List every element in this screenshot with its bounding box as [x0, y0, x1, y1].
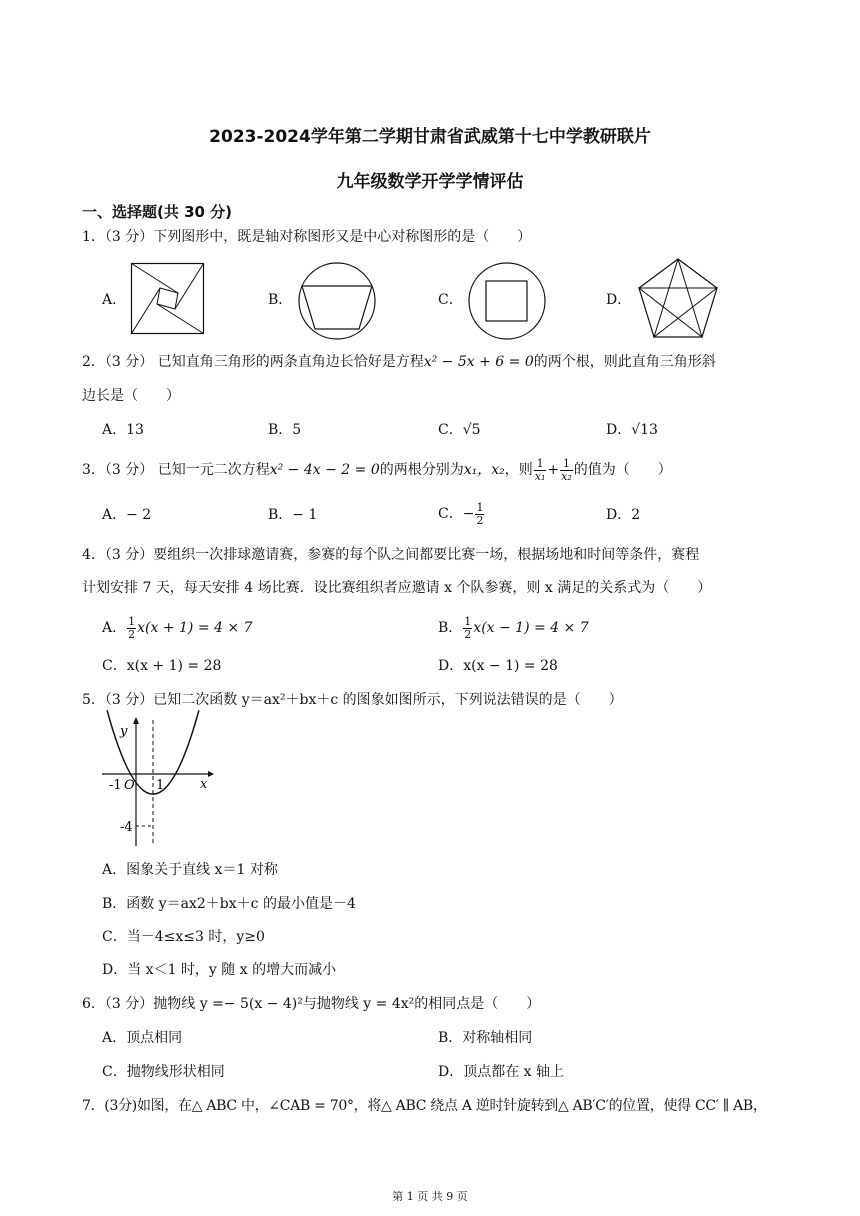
q2-stem-line2: 边长是（ ） [82, 388, 180, 404]
q2-option-a: A．13 [102, 422, 144, 438]
q1-option-c: C． [438, 292, 463, 308]
section-heading-choice: 一、选择题(共 30 分) [82, 203, 233, 221]
q5-graph-label-origin: O [124, 778, 135, 793]
q5-option-b: B．函数 y＝ax2＋bx＋c 的最小值是－4 [102, 896, 356, 912]
q2-stem-part2: 的两个根，则此直角三角形斜 [533, 354, 716, 370]
q6-option-c: C．抛物线形状相同 [102, 1064, 225, 1080]
q3-option-d: D．2 [606, 507, 641, 523]
q5-graph-label-x: x [200, 777, 208, 792]
q1-figure-a-square-pinwheel [131, 263, 205, 335]
q3-fraction-1: $\frac{1}{\text{x₁}}$ [534, 456, 546, 483]
q2-option-c: C．√5 [438, 422, 481, 438]
q3-stem-part4: 的值为（ ） [573, 462, 672, 478]
q6-option-b: B．对称轴相同 [438, 1030, 533, 1046]
q2-equation: x² − 5x + 6 = 0 [423, 354, 534, 370]
q5-stem: 5．（3 分）已知二次函数 y＝ax²＋bx＋c 的图象如图所示，下列说法错误的是（ ） [82, 692, 623, 708]
q4-option-b: B． $\frac{1}{2}$ x(x − 1) = 4 × 7 [438, 614, 589, 641]
q3-option-a: A．− 2 [102, 507, 152, 523]
q2-stem-line1 [82, 352, 782, 372]
q5-graph-label-one: 1 [156, 778, 165, 793]
q4-option-c: C．x(x + 1) = 28 [102, 658, 222, 674]
q1-stem: 1．（3 分）下列图形中，既是轴对称图形又是中心对称图形的是（ ） [82, 229, 532, 245]
q1-figure-c-square-in-circle [468, 262, 546, 340]
q3-stem-part3: ，则 [504, 462, 533, 478]
q4-option-d: D．x(x − 1) = 28 [438, 658, 558, 674]
q6-stem: 6．（3 分）抛物线 y =− 5(x − 4)²与抛物线 y = 4x²的相同点是（ ） [82, 996, 541, 1012]
q5-option-d: D．当 x＜1 时，y 随 x 的增大而减小 [102, 962, 337, 978]
q1-figure-b-trapezoid-in-circle [298, 262, 376, 340]
page-footer: 第 1 页 共 9 页 [392, 1190, 468, 1203]
q3-roots: x₁，x₂ [463, 462, 505, 478]
q3-fraction-2: $\frac{1}{\text{x₂}}$ [561, 456, 572, 483]
q3-stem-part2: 的两根分别为 [379, 462, 464, 478]
q1-option-a: A． [102, 292, 127, 308]
q3-stem-part1: 3．（3 分） 已知一元二次方程 [82, 462, 270, 478]
q3-option-c-fraction: $\frac{1}{2}$ [476, 500, 484, 527]
q5-graph-label-y: y [120, 724, 128, 739]
q7-stem: 7．(3分)如图，在△ ABC 中，∠CAB = 70°，将△ ABC 绕点 A 逆时针旋转到△ AB′C′的位置，使得 CC′ ∥ AB， [82, 1098, 767, 1114]
q4-stem-line2: 计划安排 7 天，每天安排 4 场比赛．设比赛组织者应邀请 x 个队参赛，则 x 满足的关系式为（ ） [82, 580, 712, 596]
q3-option-c: C．− $\frac{1}{2}$ [438, 500, 484, 527]
q3-option-b: B．− 1 [268, 507, 318, 523]
q5-graph-label-neg4: -4 [120, 820, 133, 835]
q5-graph-label-neg1: -1 [109, 778, 122, 793]
q2-stem-part1: 2．（3 分） 已知直角三角形的两条直角边长恰好是方程 [82, 354, 424, 370]
q4-option-a: A． $\frac{1}{2}$ x(x + 1) = 4 × 7 [102, 614, 253, 641]
q5-parabola-graph [98, 716, 218, 848]
q1-figure-d-pentagram [637, 258, 719, 340]
q3-stem: 3．（3 分） 已知一元二次方程x² − 4x − 2 = 0的两根分别为x₁，x₂，则 $\frac{1}{\text{x₁}}$ + $\frac{1}{\text{x₂}}$ 的值为（ ） [82, 456, 672, 483]
exam-title-line2: 九年级数学开学学情评估 [336, 172, 524, 192]
q2-option-d: D．√13 [606, 422, 658, 438]
q1-option-b: B． [268, 292, 293, 308]
q5-option-a: A．图象关于直线 x＝1 对称 [102, 862, 278, 878]
q6-option-a: A．顶点相同 [102, 1030, 183, 1046]
exam-title-line1: 2023-2024学年第二学期甘肃省武威第十七中学教研联片 [209, 127, 651, 147]
q6-option-d: D．顶点都在 x 轴上 [438, 1064, 565, 1080]
q2-option-b: B．5 [268, 422, 302, 438]
q3-equation: x² − 4x − 2 = 0 [269, 462, 380, 478]
q5-option-c: C．当－4≤x≤3 时，y≥0 [102, 929, 265, 945]
q4-stem-line1: 4．（3 分）要组织一次排球邀请赛，参赛的每个队之间都要比赛一场，根据场地和时间等条件，赛程 [82, 547, 700, 563]
q1-option-d: D． [606, 292, 632, 308]
